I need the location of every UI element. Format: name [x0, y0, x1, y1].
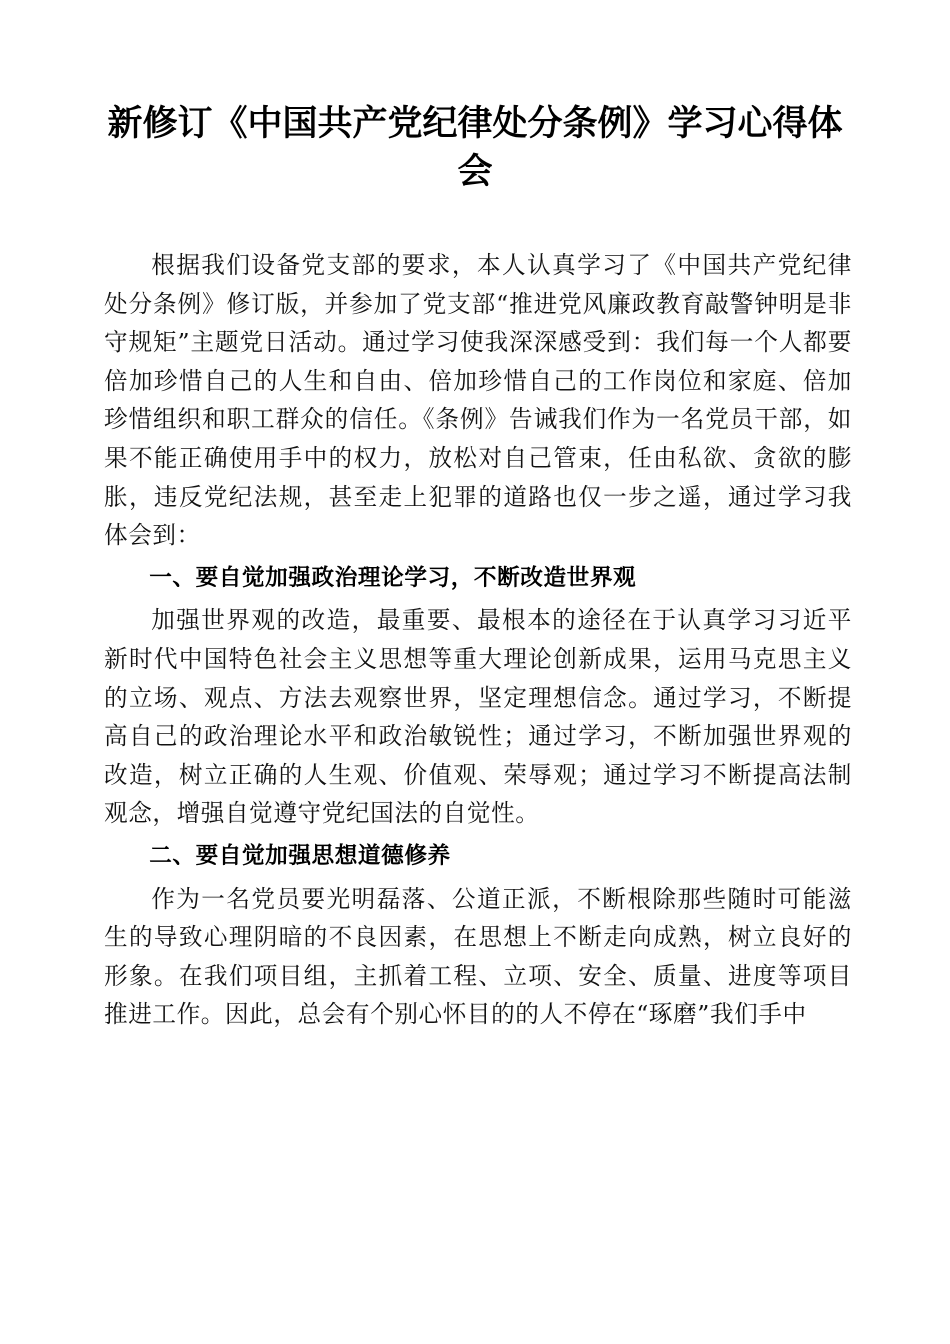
- document-title: 新修订《中国共产党纪律处分条例》学习心得体会: [107, 104, 843, 192]
- intro-paragraph: 根据我们设备党支部的要求，本人认真学习了《中国共产党纪律处分条例》修订版，并参加了党支部“推进党风廉政教育敲警钟明是非守规矩”主题党日活动。通过学习使我深深感受到：我们每一个人都要倍加珍惜自己的人生和自由、倍加珍惜自己的工作岗位和家庭、倍加珍惜组织和职工群众的信任。《条例》告诫我们作为一名党员干部，如果不能正确使用手中的权力，放松对自己管束，任由私欲、贪欲的膨胀，违反党纪法规，甚至走上犯罪的道路也仅一步之遥，通过学习我体会到：: [104, 251, 852, 550]
- section-2-paragraph: 作为一名党员要光明磊落、公道正派，不断根除那些随时可能滋生的导致心理阴暗的不良因素，在思想上不断走向成熟，树立良好的形象。在我们项目组，主抓着工程、立项、安全、质量、进度等项目推进工作。因此，总会有个别心怀目的的人不停在“琢磨”我们手中: [104, 884, 852, 1029]
- document-body: [104, 246, 852, 1034]
- section-heading-1: 一、要自觉加强政治理论学习，不断改造世界观: [149, 564, 637, 591]
- section-1-paragraph: 加强世界观的改造，最重要、最根本的途径在于认真学习习近平新时代中国特色社会主义思想等重大理论创新成果，运用马克思主义的立场、观点、方法去观察世界，坚定理想信念。通过学习，不断提高自己的政治理论水平和政治敏锐性；通过学习，不断加强世界观的改造，树立正确的人生观、价值观、荣辱观；通过学习不断提高法制观念，增强自觉遵守党纪国法的自觉性。: [104, 606, 852, 828]
- section-heading-2: 二、要自觉加强思想道德修养: [149, 842, 451, 869]
